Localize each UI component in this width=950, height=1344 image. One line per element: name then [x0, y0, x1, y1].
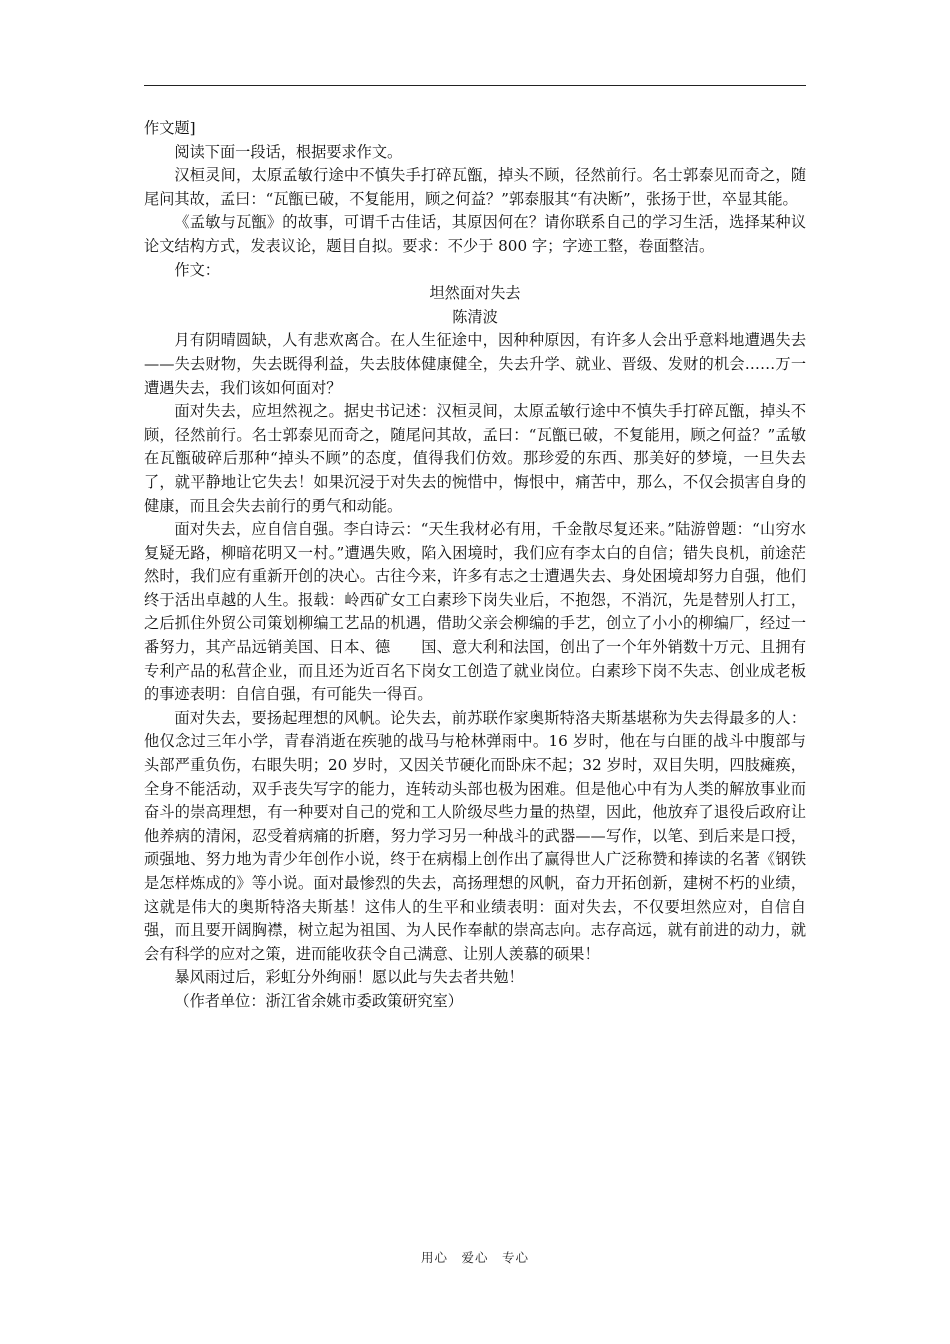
essay-closing: 暴风雨过后，彩虹分外绚丽！愿以此与失去者共勉！	[174, 968, 524, 987]
page-footer-motto: 用心 爱心 专心	[420, 1250, 529, 1265]
header-rule	[144, 85, 806, 86]
essay-paragraph: 月有阴晴圆缺，人有悲欢离合。在人生征途中，因种种原因，有许多人会出乎意料地遭遇失去——失去财物，失去既得利益，失去肢体健康健全，失去升学、就业、晋级、发财的机会……万一遭遇失去，我们该如何面对？	[144, 331, 806, 397]
essay-author: 陈清波	[452, 307, 498, 326]
document-body	[144, 117, 806, 1014]
essay-label: 作文：	[174, 260, 220, 279]
essay-paragraph: 面对失去，应坦然视之。据史书记述：汉桓灵间，太原孟敏行途中不慎失手打碎瓦甑，掉头不顾，径然前行。名士郭泰见而奇之，随尾问其故，孟曰：“瓦甑已破，不复能用，顾之何益？”孟敏在瓦甑破碎后那种“掉头不顾”的态度，值得我们仿效。那珍爱的东西、那美好的梦境，一旦失去了，就平静地让它失去！如果沉浸于对失去的惋惜中，悔恨中，痛苦中，那么，不仅会损害自身的健康，而且会失去前行的勇气和动能。	[144, 402, 806, 515]
prompt-passage: 汉桓灵间，太原孟敏行途中不慎失手打碎瓦甑，掉头不顾，径然前行。名士郭泰见而奇之，随尾问其故，孟曰：“瓦甑已破，不复能用，顾之何益？”郭泰服其“有决断”，张扬于世，卒显其能。	[144, 166, 806, 208]
essay-title: 坦然面对失去	[429, 284, 521, 303]
author-affiliation: （作者单位：浙江省余姚市委政策研究室）	[174, 991, 463, 1010]
prompt-instruction: 阅读下面一段话，根据要求作文。	[174, 142, 403, 161]
essay-paragraph: 面对失去，应自信自强。李白诗云：“天生我材必有用，千金散尽复还来。”陆游曾题：“山穷水复疑无路，柳暗花明又一村。”遭遇失败，陷入困境时，我们应有李太白的自信；错失良机，前途茫然时，我们应有重新开创的决心。古往今来，许多有志之士遭遇失去、身处困境却努力自强，他们终于活出卓越的人生。报载：岭西矿女工白素珍下岗失业后，不抱怨，不消沉，先是替别人打工，之后抓住外贸公司策划柳编工艺品的机遇，借助父亲会柳编的手艺，创立了小小的柳编厂，经过一番努力，其产品远销美国、日本、德 国、意大利和法国，创出了一个年外销数十万元、且拥有专利产品的私营企业，而且还为近百名下岗女工创造了就业岗位。白素珍下岗不失志、创业成老板的事迹表明：自信自强，有可能失一得百。	[144, 520, 806, 704]
prompt-requirement: 《孟敏与瓦甑》的故事，可谓千古佳话，其原因何在？请你联系自己的学习生活，选择某种议论文结构方式，发表议论，题目自拟。要求：不少于 800 字；字迹工整，卷面整洁。	[144, 213, 806, 255]
section-label: 作文题]	[144, 119, 196, 137]
essay-paragraph: 面对失去，要扬起理想的风帆。论失去，前苏联作家奥斯特洛夫斯基堪称为失去得最多的人：他仅念过三年小学，青春消逝在疾驰的战马与枪林弹雨中。16 岁时，他在与白匪的战斗中腹部与头部严重负伤，右眼失明；20 岁时，又因关节硬化而卧床不起；32 岁时，双目失明，四肢瘫痪，全身不能活动，双手丧失写字的能力，连转动头部也极为困难。但是他心中有为人类的解放事业而奋斗的崇高理想，有一种要对自己的党和工人阶级尽些力量的热望，因此，他放弃了退役后政府让他养病的清闲，忍受着病痛的折磨，努力学习另一种战斗的武器——写作，以笔、到后来是口授，顽强地、努力地为青少年创作小说，终于在病榻上创作出了赢得世人广泛称赞和捧读的名著《钢铁是怎样炼成的》等小说。面对最惨烈的失去，高扬理想的风帆，奋力开拓创新，建树不朽的业绩，这就是伟大的奥斯特洛夫斯基！这伟人的生平和业绩表明：面对失去，不仅要坦然应对，自信自强，而且要开阔胸襟，树立起为祖国、为人民作奉献的崇高志向。志存高远，就有前进的动力，就会有科学的应对之策，进而能收获令自己满意、让别人羡慕的硕果！	[144, 708, 806, 963]
